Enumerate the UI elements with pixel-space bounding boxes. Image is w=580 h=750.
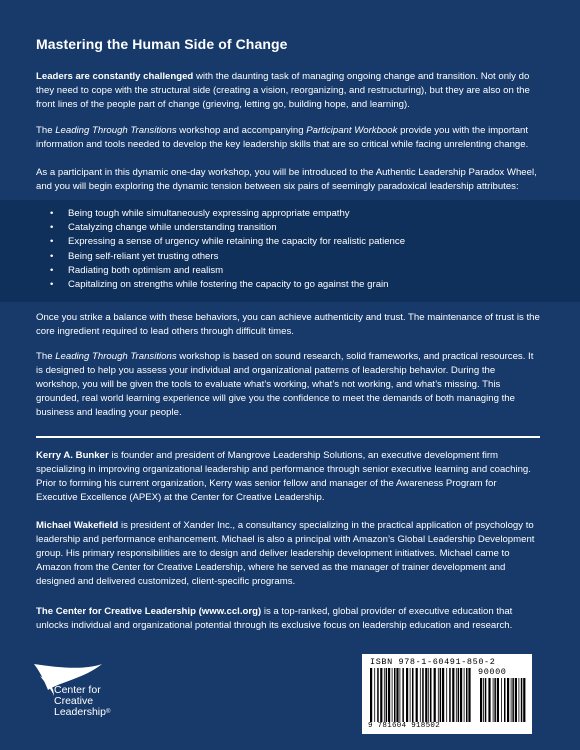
- bullet-icon: •: [50, 208, 54, 219]
- list-item-text: Being self-reliant yet trusting others: [68, 250, 219, 262]
- logo-wordmark: [54, 685, 110, 718]
- workbook-title: Participant Workbook: [306, 125, 398, 136]
- workshop-title: Leading Through Transitions: [55, 125, 177, 136]
- workshop-paragraph: [36, 124, 540, 152]
- registered-mark: ®: [105, 709, 111, 715]
- text-span: workshop and accompanying: [176, 125, 307, 136]
- logo-line: [54, 707, 110, 718]
- text-span: The: [36, 351, 56, 362]
- bullet-icon: •: [50, 264, 54, 276]
- text-span: The: [36, 125, 56, 136]
- text-span: workshop is based on sound research, solid frameworks, and practical resources. It is designed to help you assess your individual and organizational patterns of leadership behavior. During the workshop, you will be given the tools to evaluate what’s working, what’s not working, and what’s missing. This grounded, real world learning experience will give you the confidence to meet the demands of both managing the business and leading your people.: [36, 351, 534, 418]
- list-item: [36, 221, 540, 235]
- author-bio-wakefield: [36, 519, 540, 589]
- logo-line-text: Leadership: [54, 706, 106, 718]
- bio-text: is president of Xander Inc., a consultancy specializing in the practical application of psychology to leadership and performance enhancement. Michael is also a principal with Amazon’s Global Leadership Development group. His primary responsibilities are to design and deliver leadership development initiatives. Michael came to Amazon from the Center for Creative Leadership, where he served as the manager of trainer development and designed and delivered customized, client-specific programs.: [36, 520, 535, 587]
- list-item: [36, 207, 540, 221]
- barcode-digits: 9 781604 918502: [368, 722, 441, 730]
- author-name: Kerry A. Bunker: [36, 450, 109, 461]
- ccl-paragraph: [36, 605, 540, 633]
- workshop-title: Leading Through Transitions: [55, 351, 177, 362]
- bio-text: is founder and president of Mangrove Leadership Solutions, an executive development firm specializing in improving organizational leadership and performance through senior executive learning and coaching. Prior to forming his current organization, Kerry was senior fellow and manager of the Awareness Program for Executive Excellence (APEX) at the Center for Creative Leadership.: [36, 450, 531, 503]
- list-item: [36, 278, 540, 292]
- participant-paragraph: As a participant in this dynamic one-day workshop, you will be introduced to the Authentic Leadership Paradox Wheel, and you will begin exploring the dynamic tension between six pairs of seemingly paradoxical leadership attributes:: [36, 167, 537, 192]
- intro-lead: Leaders are constantly challenged: [36, 71, 194, 82]
- divider: [36, 436, 540, 438]
- bullet-icon: •: [50, 279, 54, 291]
- author-name: Michael Wakefield: [36, 520, 119, 531]
- list-item: [36, 250, 540, 264]
- page-title: Mastering the Human Side of Change: [36, 36, 288, 52]
- list-item: [36, 264, 540, 278]
- price-code: 90000: [478, 667, 507, 677]
- text-span: provide you with the important information and tools needed to develop the key leadership skills that are so critical while facing unrelenting change.: [36, 125, 529, 150]
- logo-line: Center for: [54, 684, 101, 696]
- list-item-text: Radiating both optimism and realism: [68, 264, 224, 276]
- list-item-text: Capitalizing on strengths while fostering the capacity to go against the grain: [68, 279, 389, 291]
- intro-paragraph: [36, 70, 540, 112]
- list-item-text: Expressing a sense of urgency while retaining the capacity for realistic patience: [68, 236, 406, 248]
- balance-paragraph: Once you strike a balance with these behaviors, you can achieve authenticity and trust. The maintenance of trust is the core ingredient required to lead others through difficult times.: [36, 312, 540, 337]
- bullet-icon: •: [50, 222, 54, 234]
- ccl-text: is a top-ranked, global provider of executive education that unlocks individual and organizational potential through its exclusive focus on leadership education and research.: [36, 606, 513, 631]
- bullet-icon: •: [50, 250, 54, 262]
- barcode: [362, 654, 532, 734]
- isbn-text: ISBN 978-1-60491-850-2: [370, 657, 496, 667]
- list-item-text: Catalyzing change while understanding transition: [68, 222, 277, 234]
- list-item: [36, 235, 540, 249]
- list-item-text: Being tough while simultaneously expressing appropriate empathy: [68, 208, 350, 219]
- intro-rest: with the daunting task of managing ongoing change and transition. Not only do they need to cope with the structural side (creating a vision, reorganizing, and restructuring), but they are also on the front lines of the people part of change (grieving, letting go, building hope, and learning).: [36, 71, 530, 110]
- bullet-icon: •: [50, 236, 54, 248]
- author-bio-bunker: [36, 449, 540, 505]
- research-paragraph: [36, 350, 540, 420]
- attribute-list: [36, 207, 540, 292]
- ccl-name: The Center for Creative Leadership (www.ccl.org): [36, 606, 262, 617]
- logo-line: Creative: [54, 695, 94, 707]
